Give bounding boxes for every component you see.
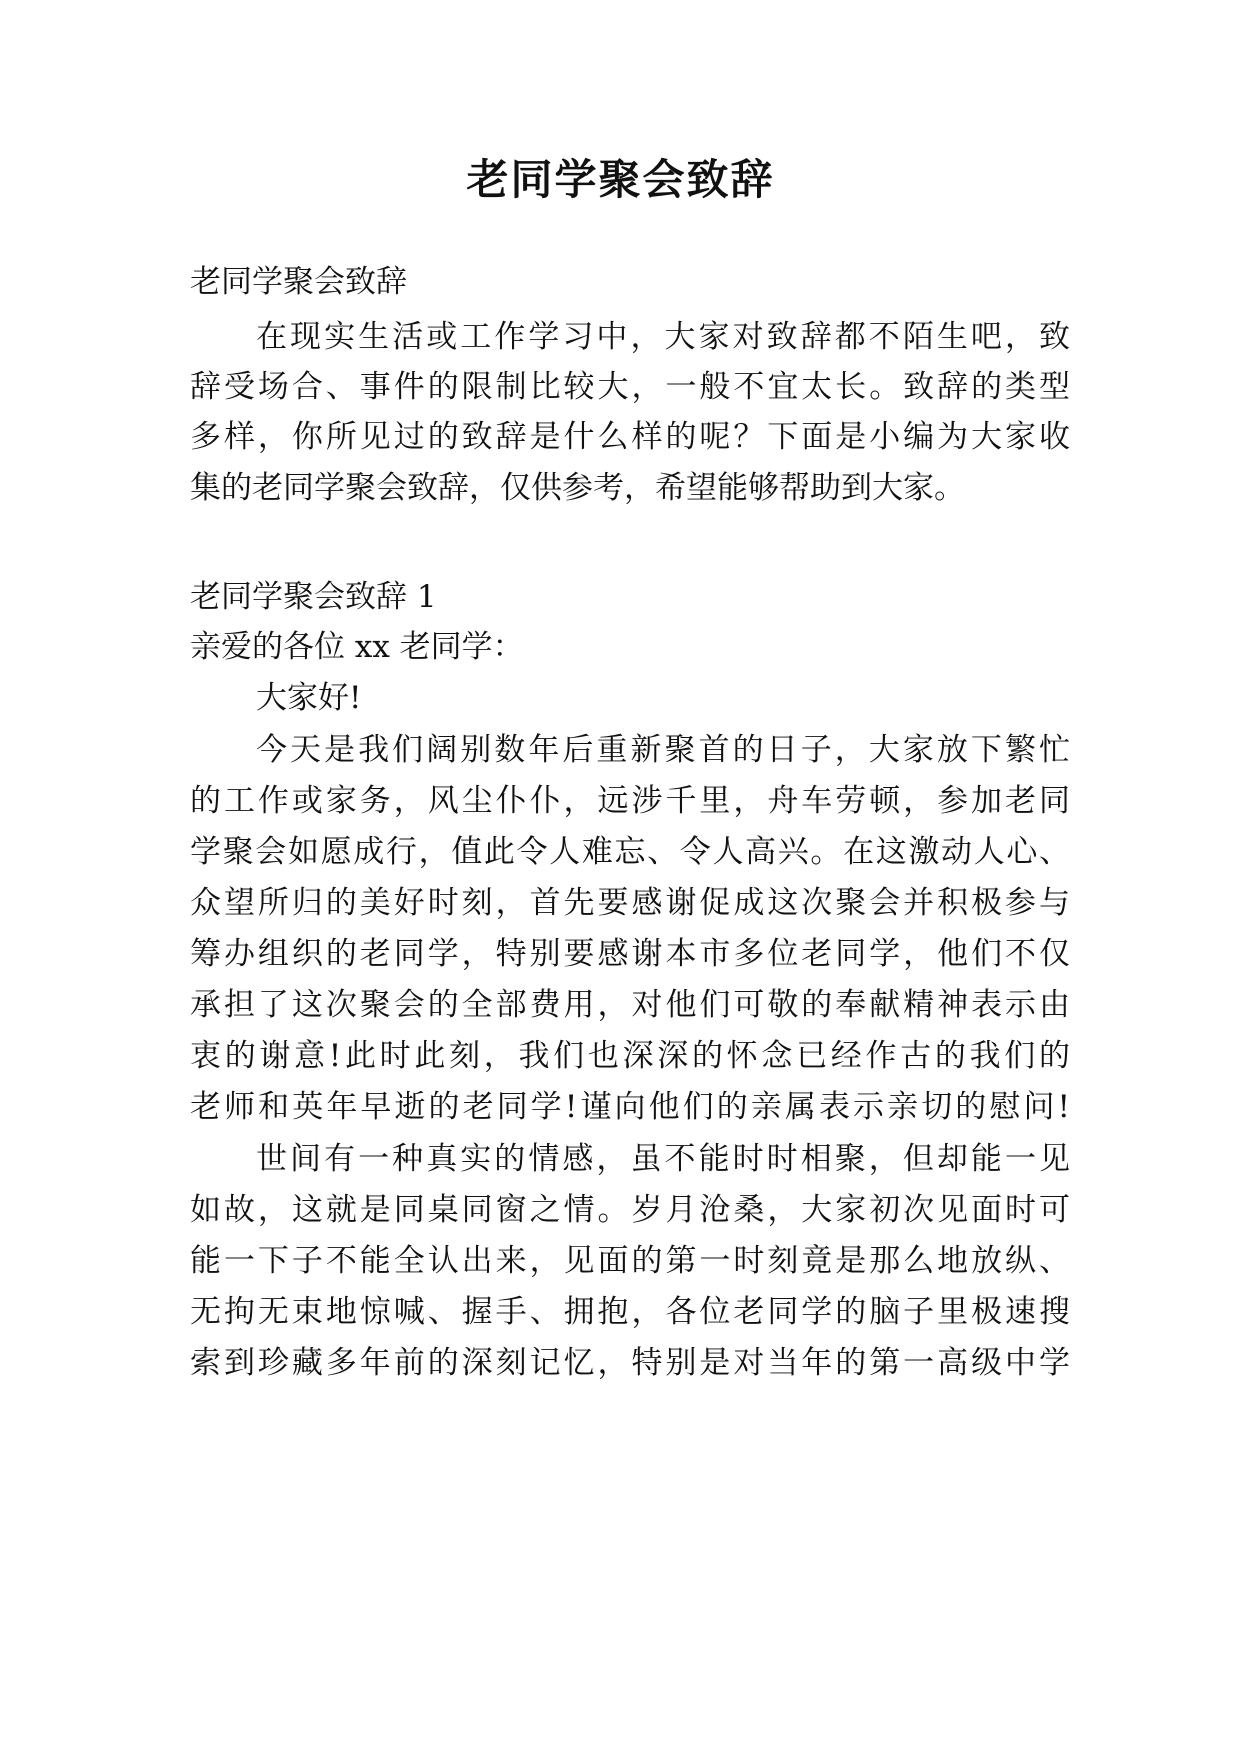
subtitle-line: 老同学聚会致辞 (190, 264, 407, 300)
section-heading: 老同学聚会致辞 1 (190, 579, 437, 615)
paragraph-line: 承担了这次聚会的全部费用，对他们可敬的奉献精神表示由 (190, 987, 1070, 1023)
paragraph-line: 众望所归的美好时刻，首先要感谢促成这次聚会并积极参与 (190, 885, 1070, 921)
paragraph-line: 如故，这就是同桌同窗之情。岁月沧桑，大家初次见面时可 (190, 1192, 1070, 1228)
paragraph-line: 索到珍藏多年前的深刻记忆，特别是对当年的第一高级中学 (190, 1345, 1070, 1381)
intro-line: 集的老同学聚会致辞，仅供参考，希望能够帮助到大家。 (190, 470, 965, 506)
paragraph-line: 的工作或家务，风尘仆仆，远涉千里，舟车劳顿，参加老同 (190, 783, 1070, 819)
greeting-line: 大家好! (256, 680, 362, 716)
paragraph-line: 老师和英年早逝的老同学!谨向他们的亲属表示亲切的慰问! (190, 1089, 1070, 1125)
salutation-line: 亲爱的各位 xx 老同学： (190, 629, 524, 665)
intro-line: 辞受场合、事件的限制比较大，一般不宜太长。致辞的类型 (190, 369, 1070, 405)
intro-line: 在现实生活或工作学习中，大家对致辞都不陌生吧，致 (256, 319, 1070, 355)
document-title: 老同学聚会致辞 (466, 155, 775, 204)
paragraph-line: 今天是我们阔别数年后重新聚首的日子，大家放下繁忙 (256, 732, 1070, 768)
intro-line: 多样，你所见过的致辞是什么样的呢？下面是小编为大家收 (190, 419, 1070, 455)
paragraph-line: 衷的谢意!此时此刻，我们也深深的怀念已经作古的我们的 (190, 1038, 1070, 1074)
paragraph-line: 世间有一种真实的情感，虽不能时时相聚，但却能一见 (256, 1141, 1070, 1177)
paragraph-line: 无拘无束地惊喊、握手、拥抱，各位老同学的脑子里极速搜 (190, 1294, 1070, 1330)
paragraph-line: 能一下子不能全认出来，见面的第一时刻竟是那么地放纵、 (190, 1243, 1070, 1279)
paragraph-line: 筹办组织的老同学，特别要感谢本市多位老同学，他们不仅 (190, 936, 1070, 972)
paragraph-line: 学聚会如愿成行，值此令人难忘、令人高兴。在这激动人心、 (190, 834, 1070, 870)
